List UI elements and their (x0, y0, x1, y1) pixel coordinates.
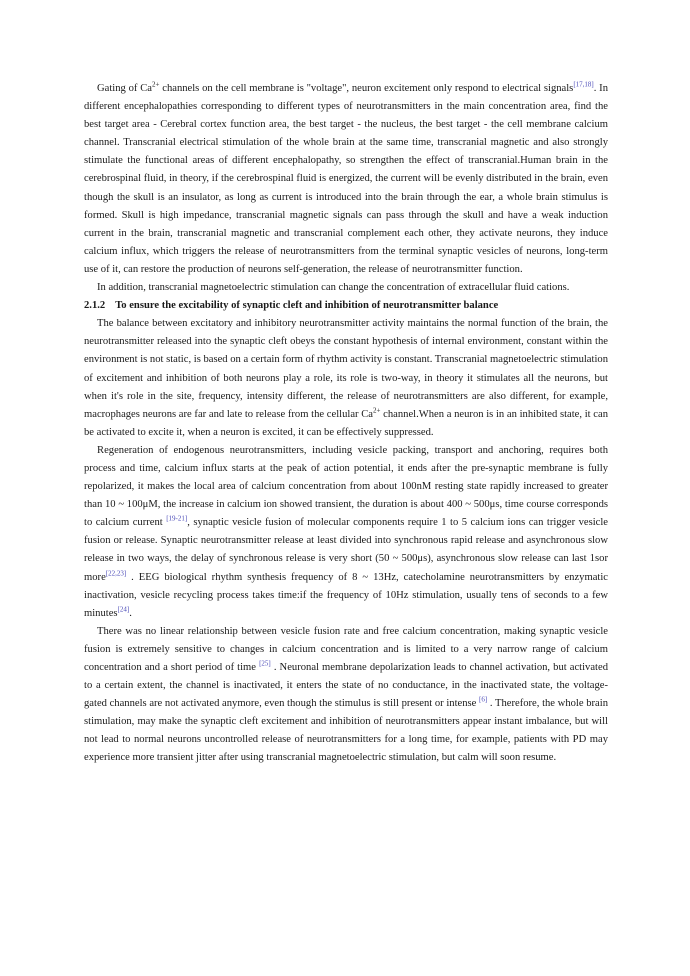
paragraph-5 (84, 623, 608, 768)
text: . EEG biological rhythm synthesis frequency of 8 ~ 13Hz, catecholamine neurotransmitters by enzymatic inactivation, vesicle recycling process takes time:if the frequency of 10Hz stimulation, usually tens of seconds to a few minutes (84, 571, 608, 619)
paragraph-4 (84, 442, 608, 623)
text: channels on the cell membrane is "voltage", neuron excitement only respond to electrical signals (159, 83, 574, 94)
citation[interactable]: [19-21] (166, 514, 188, 523)
citation[interactable]: [25] (259, 659, 271, 668)
paragraph-2: In addition, transcranial magnetoelectric stimulation can change the concentration of extracellular fluid cations. (97, 282, 570, 294)
text: . Therefore, the whole brain stimulation, may make the synaptic cleft excitement and inhibition of neurotransmitters appear instant imbalance, but will not lead to normal neurons uncontrolled release of neurotransmitters for a long time, for example, patients with PD may experience more transient jitter after using transcranial magnetoelectric stimulation, but calm will soon resume. (84, 698, 608, 764)
text: . (129, 607, 132, 619)
paragraph-3 (84, 315, 608, 442)
citation[interactable]: [6] (479, 695, 488, 704)
section-number: 2.1.2 (84, 300, 106, 312)
citation[interactable]: [22,23] (105, 569, 127, 577)
text: . Neuronal membrane depolarization leads to channel activation, but activated to a certain extent, the channel is inactivated, it enters the state of no conductance, in the inactivated state, the voltage-gated channels are not activated anymore, even though the stimulus is still present or intense (84, 662, 608, 710)
document-page (84, 80, 608, 768)
text: Regeneration of endogenous neurotransmitters, including vesicle packing, transport and anchoring, requires both process and time, calcium influx starts at the peak of action potential, it ends after the pre-synaptic membrane is fully repolarized, it makes the local area of calcium concentration from about 100nM resting state rapidly increased to greater than 10 ~ 100μM, the increase in calcium ion showed transient, the duration is about 400 ~ 500μs, time course corresponds to calcium current (84, 444, 608, 529)
text: . In different encephalopathies corresponding to different types of neurotransmitters in the main concentration area, find the best target area - Cerebral cortex function area, the best target - the nucleus, the best target - the cell membrane calcium channel. Transcranial electrical stimulation of the whole brain at the same time, transcranial magnetic and also strongly stimulate the functional areas of different encephalopathy, so strengthen the effect of transcranial.Human brain in the cerebrospinal fluid, in theory, if the cerebrospinal fluid is energized, the current will be evenly distributed in the brain, even though the skull is an insulator, as long as current is introduced into the brain through the ear, a whole brain stimulus is formed. Skull is high impedance, transcranial magnetic signals can pass through the skull and have a weak induction current in the brain, transcranial magnetic and transcranial complement each other, they activate neurons, they induce calcium influx, which triggers the release of neurotransmitters from the terminal synaptic vesicles of neurons, long-term use of it, can restore the production of neurons self-generation, the release of neurotransmitter function. (84, 83, 608, 275)
superscript: 2+ (152, 80, 160, 89)
section-heading (84, 297, 608, 315)
citation[interactable]: [24] (117, 605, 130, 614)
paragraph-1 (84, 80, 608, 279)
citation[interactable]: [17,18] (573, 80, 594, 89)
text: , synaptic vesicle fusion of molecular components require 1 to 5 calcium ions can trigger vesicle fusion or release. Synaptic neurotransmitter release at least divided into synchronous rapid release and asynchronous slow release in two ways, the delay of synchronous release is very short (50 ~ 500μs), asynchronous slow release can last 1sor more (84, 517, 608, 583)
superscript: 2+ (373, 406, 381, 415)
section-title: To ensure the excitability of synaptic cleft and inhibition of neurotransmitter balance (115, 300, 499, 312)
text: channel.When a neuron is in an inhibited state, it can be activated to excite it, when a neuron is excited, it can be effectively suppressed. (84, 408, 608, 438)
text: There was no linear relationship between vesicle fusion rate and free calcium concentration, making synaptic vesicle fusion is extremely sensitive to changes in calcium concentration and is limited to a very narrow range of calcium concentration and a short period of time (84, 625, 608, 673)
text: Gating of Ca (97, 83, 152, 94)
text: The balance between excitatory and inhibitory neurotransmitter activity maintains the normal function of the brain, the neurotransmitter released into the synaptic cleft obeys the constant hypothesis of internal environment, constant within the environment is not static, is based on a certain form of rhythm activity is constant. Transcranial magnetoelectric stimulation of excitement and inhibition of both neurons play a role, its role is two-way, in theory it stimulates all the neurons, but when it's role in the site, frequency, intensity different, the release of neurotransmitters are also different, for example, macrophages neurons are far and late to release from the cellular Ca (84, 318, 608, 420)
